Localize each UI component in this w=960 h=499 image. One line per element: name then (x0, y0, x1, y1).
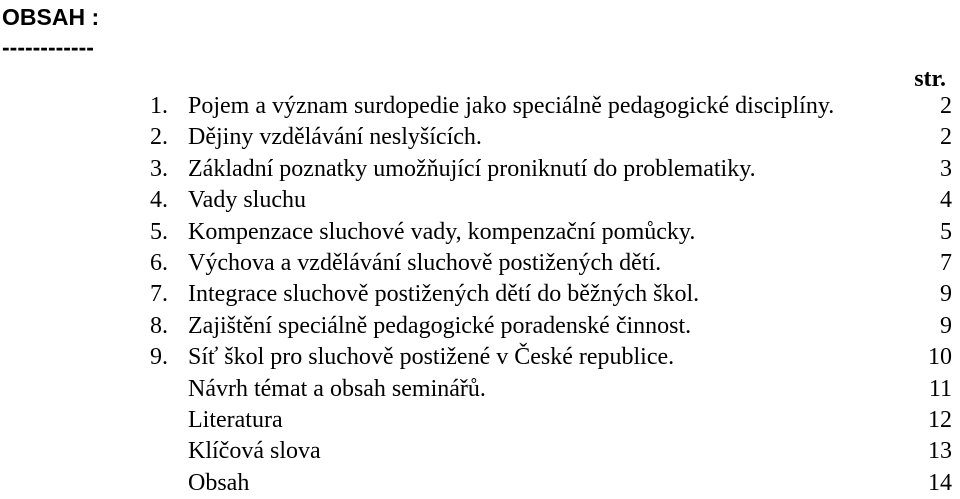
toc-entry-title: Návrh témat a obsah seminářů. (188, 375, 486, 402)
toc-entry-page: 13 (928, 438, 952, 465)
toc-entry (0, 468, 960, 499)
toc-entry-number: 3. (150, 155, 168, 182)
toc-entry (0, 374, 960, 405)
heading-underline: ------------ (2, 34, 94, 60)
toc-entry-title: Síť škol pro sluchově postižené v České republice. (188, 344, 675, 371)
toc-entry (0, 248, 960, 279)
toc-entry-title: Dějiny vzdělávání neslyšících. (188, 124, 482, 151)
toc-entry-page: 14 (928, 469, 952, 496)
toc-entry-page: 11 (928, 375, 952, 402)
toc-entry-number: 2. (150, 124, 168, 151)
toc-entry-title: Integrace sluchově postižených dětí do běžných škol. (188, 281, 700, 308)
toc-entry-page: 2 (940, 93, 952, 119)
toc-entry-title: Kompenzace sluchové vady, kompenzační pomůcky. (188, 218, 696, 245)
toc-entry-number: 1. (150, 93, 168, 119)
toc-entry-page: 9 (940, 312, 952, 339)
toc-entry-page: 9 (940, 281, 952, 308)
toc-entry (0, 154, 960, 185)
toc-entry (0, 436, 960, 467)
toc-entry (0, 217, 960, 248)
toc-entry-page: 4 (940, 187, 952, 214)
toc-entry (0, 122, 960, 153)
toc-entry (0, 311, 960, 342)
toc-entry (0, 185, 960, 216)
toc-entry-page: 7 (940, 249, 952, 276)
toc-entry-page: 12 (928, 406, 952, 433)
toc-entry-number: 8. (150, 312, 168, 339)
page-column-label: str. (914, 66, 946, 92)
toc-entry-number: 9. (150, 344, 168, 371)
toc-entry (0, 405, 960, 436)
toc-entry-number: 7. (150, 281, 168, 308)
toc-entry-title: Pojem a význam surdopedie jako speciálně pedagogické disciplíny. (188, 93, 835, 119)
toc-entry-page: 2 (940, 124, 952, 151)
toc-entry-number: 5. (150, 218, 168, 245)
toc-entry-title: Klíčová slova (188, 438, 321, 465)
table-of-contents (0, 91, 960, 499)
toc-entry-number: 4. (150, 187, 168, 214)
toc-entry-title: Výchova a vzdělávání sluchově postižených dětí. (188, 249, 662, 276)
toc-entry-title: Základní poznatky umožňující proniknutí do problematiky. (188, 155, 756, 182)
page-title: OBSAH : (2, 4, 100, 30)
toc-entry-title: Vady sluchu (188, 187, 306, 214)
toc-entry-page: 5 (940, 218, 952, 245)
toc-entry-page: 10 (928, 344, 952, 371)
toc-entry (0, 279, 960, 310)
toc-entry (0, 342, 960, 373)
toc-entry-title: Literatura (188, 406, 283, 433)
toc-entry (0, 91, 960, 122)
toc-entry-page: 3 (940, 155, 952, 182)
toc-entry-number: 6. (150, 249, 168, 276)
toc-entry-title: Zajištění speciálně pedagogické poradenské činnost. (188, 312, 692, 339)
toc-entry-title: Obsah (188, 469, 250, 496)
